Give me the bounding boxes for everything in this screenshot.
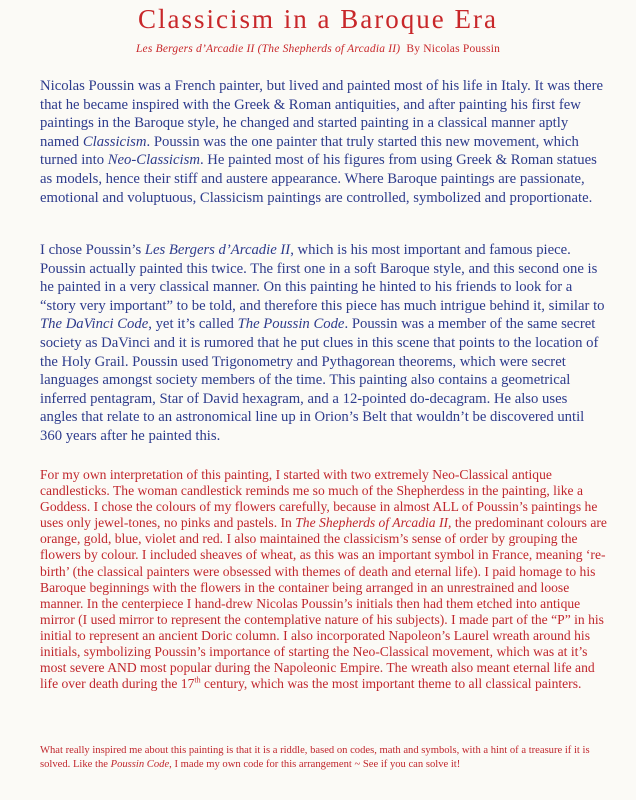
text-run: What really inspired me about this painting is that it is a riddle, based on codes, math and symbols, with a hint of a treasure if it is solved. Like the	[40, 745, 590, 770]
text-run: century, which was the most important theme to all classical painters.	[200, 676, 582, 692]
italic-run: Classicism	[82, 133, 147, 150]
italic-run: Poussin Code	[110, 758, 170, 770]
text-run: , which is his most important and famous piece. Poussin actually painted this twice. The first one in a soft Baroque style, and this second one is he painted in a very classical manner. On this painting he hinted to his friends to look for a “story very important” to be told, and therefore this piece has much intrigue behind it, similar to	[40, 242, 605, 314]
text-run: . He painted most of his figures from using Greek & Roman statues as models, hence their stiff and austere appearance. Where Baroque paintings are passionate, emotional and voluptuous, Classicism paintings are controlled, symbolized and proportionate.	[40, 152, 597, 206]
text-run: I chose Poussin’s	[40, 242, 145, 258]
paragraph-interpretation	[40, 467, 612, 692]
paragraph-painting	[40, 241, 608, 446]
text-run: the predominant colours are orange, gold, blue, violet and red. I also maintained the classicism’s sense of order by grouping the flowers by colour. I included sheaves of wheat, as this was an important symbol in France, meaning ‘re-birth’ (the classical painters were obsessed with themes of death and eternal life). I paid homage to his Baroque beginnings with the flowers in the container being arranged in an unrestrained and loose manner. In the centerpiece I hand-drew Nicolas Poussin’s initials then had them etched into antique mirror (I used mirror to represent the contemplative nature of his subjects). I made part of the “P” in his initial to represent an ancient Doric column. I also incorporated Napoleon’s Laurel wreath around his initials, symbolizing Poussin’s importance of starting the Neo-Classical movement, which was at it’s most severe AND most popular during the Napoleonic Empire. The wreath also meant eternal life and life over death during the 17	[40, 515, 607, 692]
subtitle-byline: By Nicolas Poussin	[406, 43, 501, 55]
italic-run: The Shepherds of Arcadia II,	[295, 515, 452, 531]
italic-run: The Poussin Code	[237, 316, 345, 333]
text-run: , I made my own code for this arrangement ~ See if you can solve it!	[169, 758, 461, 770]
paragraph-intro	[40, 77, 608, 207]
text-run: . Poussin was the one painter that truly started this new movement, which turned into	[40, 133, 579, 169]
italic-run: The DaVinci Code	[40, 316, 149, 333]
text-run: For my own interpretation of this painting, I started with two extremely Neo-Classical antique candlesticks. The woman candlestick reminds me so much of the Shepherdess in the painting, like a Goddess. I chose the colours of my flowers carefully, because in almost ALL of Poussin’s paintings he uses only jewel-tones, no pinks and pastels. In	[40, 467, 598, 531]
page-subtitle	[0, 43, 636, 55]
text-run: . Poussin was a member of the same secret society as DaVinci and it is rumored that he put clues in this scene that points to the location of the Holy Grail. Poussin used Trigonometry and Pythagorean theorems, which were secret languages amongst society members of the time. This painting also contains a geometrical inferred pentagram, Star of David hexagram, and a 12-pointed do-decagram. He also uses angles that relate to an astronomical line up in Orion’s Belt that wouldn’t be discovered until 360 years after he painted this.	[40, 316, 599, 444]
page-title: Classicism in a Baroque Era	[138, 4, 498, 34]
italic-run: Neo-Classicism	[107, 152, 200, 169]
text-run: Nicolas Poussin was a French painter, but lived and painted most of his life in Italy. It was there that he became inspired with the Greek & Roman antiquities, and after painting his first few paintings in the Baroque style, he changed and started painting in a classical manner aptly named	[40, 78, 603, 150]
subtitle-artwork: Les Bergers d’Arcadie II (The Shepherds of Arcadia II)	[135, 43, 401, 55]
italic-run: Les Bergers d’Arcadie II	[144, 242, 291, 258]
superscript-run: th	[194, 675, 201, 685]
text-run: , yet it’s called	[148, 316, 238, 333]
paragraph-closing	[40, 744, 615, 771]
